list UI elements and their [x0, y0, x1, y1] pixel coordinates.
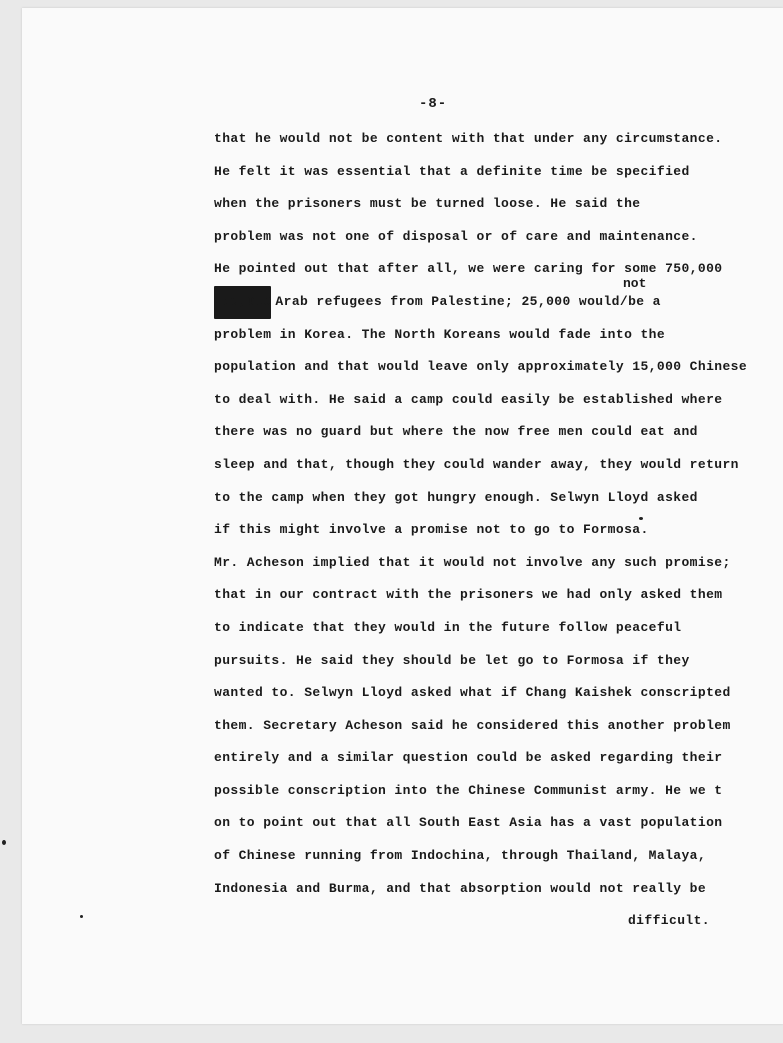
text-line: wanted to. Selwyn Lloyd asked what if Chang Kaishek conscripted	[214, 685, 731, 701]
text-line: problem in Korea. The North Koreans would fade into the	[214, 326, 666, 342]
ink-speck	[2, 840, 6, 845]
text-line-with-strikeout	[214, 286, 744, 319]
ink-speck	[80, 915, 83, 918]
text-line: to indicate that they would in the future follow peaceful	[214, 619, 682, 635]
text-line: that in our contract with the prisoners we had only asked them	[214, 587, 723, 603]
document-page	[22, 8, 783, 1024]
text-line: Arab refugees from Palestine; 25,000 would/be a	[275, 293, 661, 309]
text-line: of Chinese running from Indochina, through Thailand, Malaya,	[214, 848, 707, 864]
text-line: if this might involve a promise not to go to Formosa.	[214, 522, 649, 538]
text-line: to deal with. He said a camp could easily be established where	[214, 391, 723, 407]
text-line: problem was not one of disposal or of care and maintenance.	[214, 228, 698, 244]
text-line: population and that would leave only approximately 15,000 Chinese	[214, 359, 748, 375]
text-line: Indonesia and Burma, and that absorption would not really be	[214, 880, 707, 896]
text-line: on to point out that all South East Asia has a vast population	[214, 815, 723, 831]
interlinear-insert: not	[623, 276, 647, 291]
text-line: that he would not be content with that under any circumstance.	[214, 131, 723, 146]
text-line: pursuits. He said they should be let go to Formosa if they	[214, 652, 690, 668]
text-line: them. Secretary Acheson said he considered this another problem	[214, 717, 731, 733]
text-line: entirely and a similar question could be asked regarding their	[214, 750, 723, 766]
text-line: to the camp when they got hungry enough. Selwyn Lloyd asked	[214, 489, 698, 505]
body-text	[214, 123, 748, 938]
text-line: sleep and that, though they could wander away, they would return	[214, 456, 739, 472]
ink-speck	[639, 517, 643, 520]
text-line: He felt it was essential that a definite time be specified	[214, 163, 690, 179]
struck-out-text: 750,000	[214, 286, 271, 319]
text-line: there was no guard but where the now free men could eat and	[214, 424, 698, 440]
page-number: -8-	[419, 96, 448, 112]
text-line: He pointed out that after all, we were caring for some 750,000	[214, 261, 723, 277]
text-line: when the prisoners must be turned loose. He said the	[214, 196, 641, 212]
text-line: possible conscription into the Chinese Communist army. He we t	[214, 782, 723, 798]
text-line-final: difficult.	[627, 913, 710, 929]
text-line: Mr. Acheson implied that it would not involve any such promise;	[214, 554, 731, 570]
